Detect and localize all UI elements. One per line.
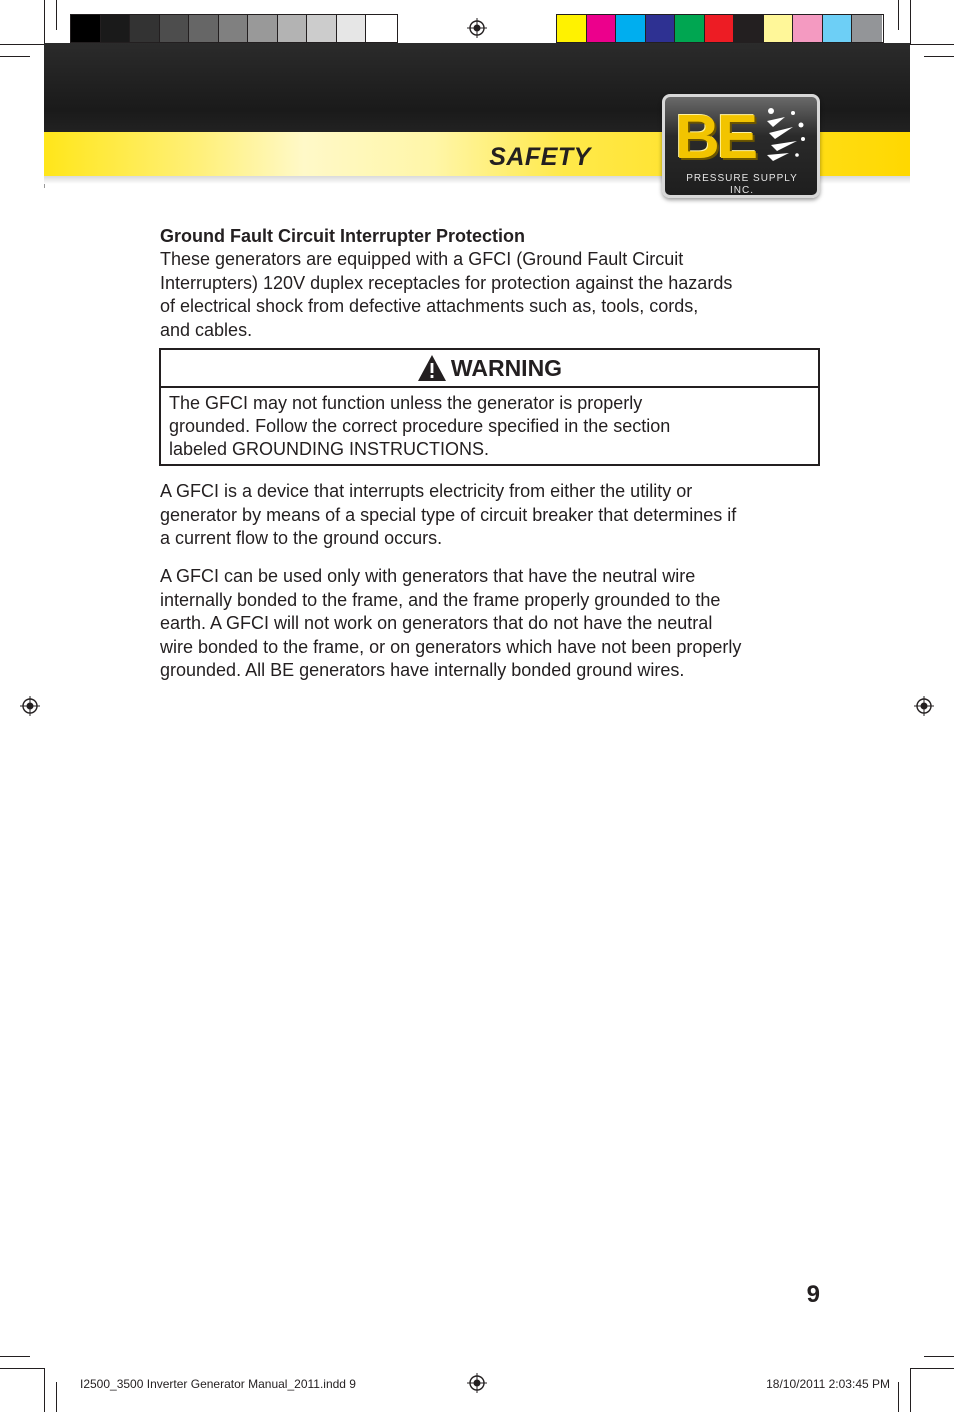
intro-line: Interrupters) 120V duplex receptacles for protection against the hazards: [160, 272, 733, 293]
crop-mark-br-v: [910, 1368, 911, 1412]
crop-mark-bl-v: [44, 1368, 45, 1412]
color-swatch: [675, 15, 705, 42]
crop-mark-tl-v: [44, 0, 45, 44]
color-swatch: [734, 15, 764, 42]
crop-mark-tr-h2: [924, 56, 954, 57]
color-bar: [556, 14, 884, 43]
color-swatch: [764, 15, 794, 42]
color-swatch: [71, 15, 101, 42]
color-swatch: [189, 15, 219, 42]
section-title: SAFETY: [489, 143, 591, 171]
paragraph-line: grounded. All BE generators have internally bonded ground wires.: [160, 660, 685, 680]
warning-triangle-icon: [417, 354, 447, 382]
warning-box: [159, 348, 820, 466]
logo-subtitle: PRESSURE SUPPLY INC.: [686, 173, 798, 196]
color-swatch: [366, 15, 396, 42]
splash-icon: [763, 103, 811, 169]
warning-line: labeled GROUNDING INSTRUCTIONS.: [169, 439, 490, 459]
color-swatch: [587, 15, 617, 42]
color-swatch: [337, 15, 367, 42]
crop-mark-bl-h: [0, 1368, 44, 1369]
color-swatch: [646, 15, 676, 42]
color-swatch: [307, 15, 337, 42]
intro-line: of electrical shock from defective attachments such as, tools, cords,: [160, 296, 699, 316]
crop-mark-tr-h: [910, 44, 954, 45]
color-swatch: [278, 15, 308, 42]
slug-date: 18/10/2011 2:03:45 PM: [766, 1377, 890, 1391]
logo-letters: BE: [675, 103, 756, 172]
color-swatch: [705, 15, 735, 42]
color-swatch: [248, 15, 278, 42]
warning-header: [161, 350, 818, 388]
color-swatch: [219, 15, 249, 42]
intro-line: These generators are equipped with a GFCI (Ground Fault Circuit: [160, 249, 684, 269]
slug-file: I2500_3500 Inverter Generator Manual_2011.indd 9: [80, 1377, 356, 1391]
registration-mark-top-icon: [467, 18, 487, 38]
warning-line: The GFCI may not function unless the generator is properly: [169, 393, 643, 413]
color-swatch: [852, 15, 882, 42]
crop-mark-bl-h2: [0, 1356, 30, 1357]
color-swatch: [557, 15, 587, 42]
gfci-usage-paragraph: [160, 565, 830, 683]
crop-mark-br-h: [910, 1368, 954, 1369]
crop-mark-tl-v2: [56, 0, 57, 30]
registration-mark-bottom-icon: [467, 1373, 487, 1393]
crop-mark-br-v2: [898, 1382, 899, 1412]
color-swatch: [823, 15, 853, 42]
paragraph-line: a current flow to the ground occurs.: [160, 528, 443, 548]
intro-section: [160, 224, 820, 342]
intro-line: and cables.: [160, 319, 253, 340]
paragraph-line: generator by means of a special type of circuit breaker that determines if: [160, 504, 737, 525]
crop-mark-tr-v: [910, 0, 911, 44]
paragraph-line: A GFCI can be used only with generators that have the neutral wire: [160, 566, 696, 586]
registration-mark-left-icon: [20, 696, 40, 716]
paragraph-line: internally bonded to the frame, and the frame properly grounded to the: [160, 589, 721, 610]
paragraph-line: A GFCI is a device that interrupts electricity from either the utility or: [160, 481, 693, 501]
paragraph-line: wire bonded to the frame, or on generators which have not been properly: [160, 636, 742, 657]
paragraph-line: earth. A GFCI will not work on generators that do not have the neutral: [160, 613, 713, 633]
warning-text: [161, 388, 818, 461]
grayscale-bar: [70, 14, 398, 43]
section-heading: Ground Fault Circuit Interrupter Protection: [160, 226, 526, 246]
color-swatch: [616, 15, 646, 42]
crop-mark-tl-h2: [0, 56, 30, 57]
crop-mark-tl-h: [0, 44, 44, 45]
crop-mark-br-h2: [924, 1356, 954, 1357]
registration-mark-right-icon: [914, 696, 934, 716]
color-swatch: [160, 15, 190, 42]
brand-logo: [662, 94, 820, 198]
crop-mark-bl-v2: [56, 1382, 57, 1412]
page-number: 9: [806, 1281, 820, 1308]
color-swatch: [793, 15, 823, 42]
warning-title: WARNING: [450, 355, 563, 381]
color-swatch: [101, 15, 131, 42]
color-swatch: [130, 15, 160, 42]
gfci-definition-paragraph: [160, 480, 830, 551]
warning-line: grounded. Follow the correct procedure specified in the section: [169, 416, 671, 436]
crop-mark-tr-v2: [898, 0, 899, 30]
